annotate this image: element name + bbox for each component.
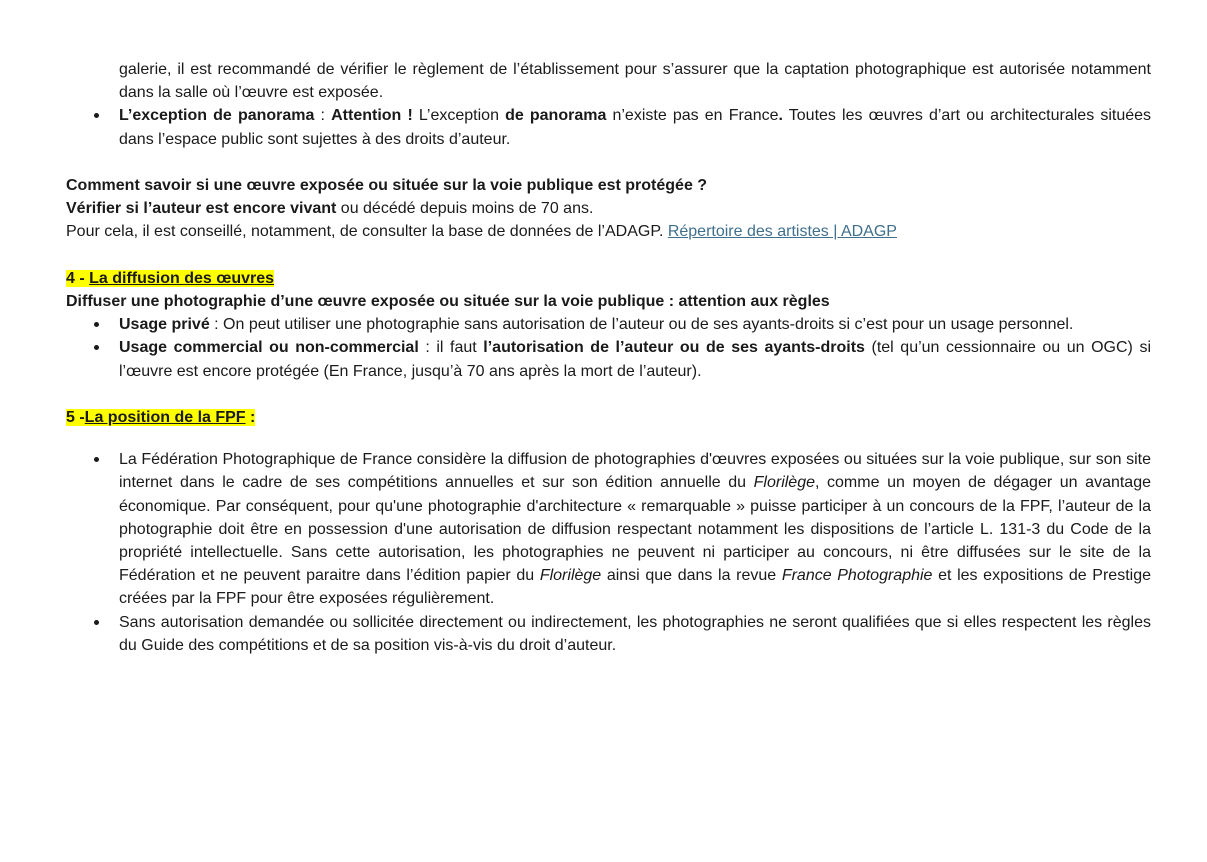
adagp-directory-link[interactable]: Répertoire des artistes | ADAGP: [667, 223, 897, 241]
commercial-usage-item: Usage commercial ou non-commercial : il faut l’autorisation de l’auteur ou de ses ayants-droits (tel qu’un cessionnaire ou un OGC) si l’œuvre est encore protégée (En France, jusqu’à 70 ans après la mort de l’auteur).: [66, 336, 1151, 382]
usage-list: [66, 313, 1151, 383]
section-4-heading: 4 - La diffusion des œuvres: [66, 269, 275, 287]
section-4-subtitle: Diffuser une photographie d’une œuvre exposée ou située sur la voie publique : attention aux règles: [66, 293, 830, 310]
private-usage-item: Usage privé : On peut utiliser une photographie sans autorisation de l’auteur ou de ses ayants-droits si c’est pour un usage personnel.: [66, 313, 1151, 336]
adagp-advice: Pour cela, il est conseillé, notamment, de consulter la base de données de l’ADAGP. Répertoire des artistes | ADAGP: [66, 223, 897, 241]
fpf-position-item: La Fédération Photographique de France considère la diffusion de photographies d'œuvres exposées ou situées sur la voie publique, sur son site internet dans le cadre de ses compétitions annuelles et sur son édition annuelle du Florilège, comme un moyen de dégager un avantage économique. Par conséquent, pour qu'une photographie d'architecture « remarquable » puisse participer à un concours de la FPF, l’auteur de la photographie doit être en possession d'une autorisation de diffusion respectant notamment les dispositions de l’article L. 131-3 du Code de la propriété intellectuelle. Sans cette autorisation, les photographies ne peuvent ni participer au concours, ni être diffusées sur le site de la Fédération et ne peuvent paraitre dans l’édition papier du Florilège ainsi que dans la revue France Photographie et les expositions de Prestige créées par la FPF pour être exposées régulièrement.: [66, 448, 1151, 610]
author-check: Vérifier si l’auteur est encore vivant ou décédé depuis moins de 70 ans.: [66, 200, 594, 218]
document-content: [66, 58, 1151, 657]
no-authorization-item: Sans autorisation demandée ou sollicitée directement ou indirectement, les photographies ne seront qualifiées que si elles respectent les règles du Guide des compétitions et de sa position vis-à-vis du droit d’auteur.: [66, 611, 1151, 657]
protection-question: Comment savoir si une œuvre exposée ou située sur la voie publique est protégée ?: [66, 177, 708, 194]
panorama-exception-item: L’exception de panorama : Attention ! L’exception de panorama n’existe pas en France. Toutes les œuvres d’art ou architecturales situées dans l’espace public sont sujettes à des droits d’auteur.: [66, 104, 1151, 150]
panorama-list: [66, 104, 1151, 150]
section-5-heading: 5 -La position de la FPF :: [66, 409, 256, 426]
fpf-position-list: [66, 448, 1151, 657]
gallery-paragraph-continuation: galerie, il est recommandé de vérifier le règlement de l’établissement pour s’assurer que la captation photographique est autorisée notamment dans la salle où l’œuvre est exposée.: [119, 61, 1151, 102]
